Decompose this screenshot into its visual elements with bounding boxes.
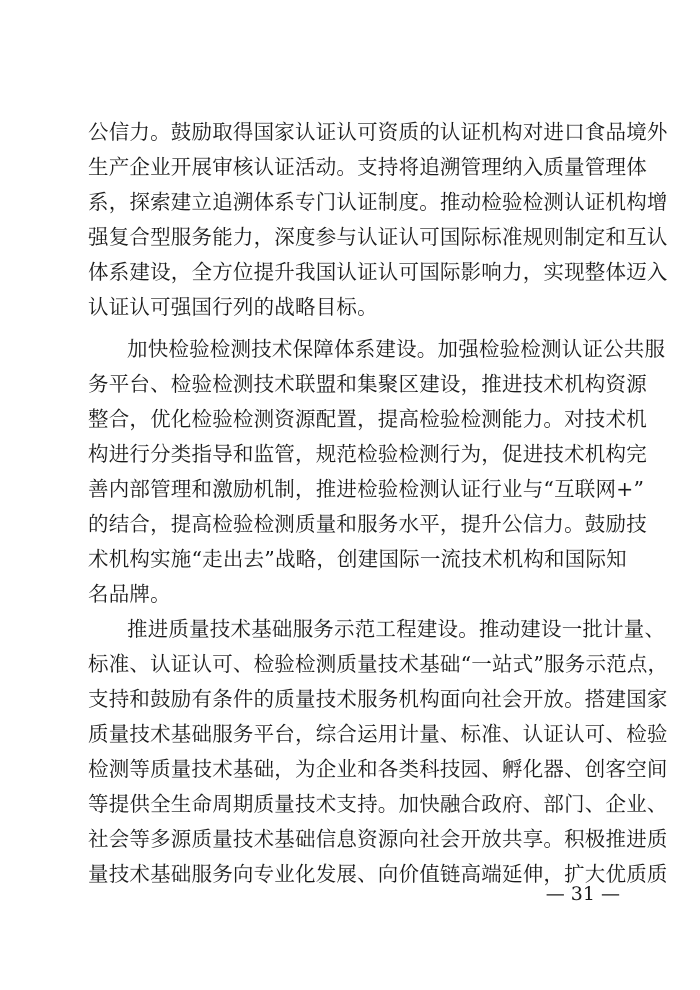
- page-number: — 31 —: [545, 883, 620, 905]
- text-line: 公信力。鼓励取得国家认证认可资质的认证机构对进口食品境外: [88, 120, 668, 144]
- text-line: 生产企业开展审核认证活动。支持将追溯管理纳入质量管理体: [88, 155, 647, 179]
- text-line: 术机构实施“走出去”战略，创建国际一流技术机构和国际知: [88, 547, 627, 571]
- text-line: 的结合，提高检验检测质量和服务水平，提升公信力。鼓励技: [88, 512, 647, 536]
- paragraph-first-line: 推进质量技术基础服务示范工程建设。推动建设一批计量、: [127, 617, 666, 641]
- text-line: 认证认可强国行列的战略目标。: [88, 295, 378, 319]
- text-line: 系，探索建立追溯体系专门认证制度。推动检验检测认证机构增: [88, 190, 668, 214]
- text-line: 质量技术基础服务平台，综合运用计量、标准、认证认可、检验: [88, 722, 668, 746]
- text-line: 社会等多源质量技术基础信息资源向社会开放共享。积极推进质: [88, 827, 668, 851]
- text-line: 强复合型服务能力，深度参与认证认可国际标准规则制定和互认: [88, 225, 668, 249]
- text-line: 务平台、检验检测技术联盟和集聚区建设，推进技术机构资源: [88, 372, 647, 396]
- text-line: 支持和鼓励有条件的质量技术服务机构面向社会开放。搭建国家: [88, 687, 668, 711]
- text-line: 检测等质量技术基础，为企业和各类科技园、孵化器、创客空间: [88, 757, 668, 781]
- text-line: 量技术基础服务向专业化发展、向价值链高端延伸，扩大优质质: [88, 862, 668, 886]
- text-line: 等提供全生命周期质量技术支持。加快融合政府、部门、企业、: [88, 792, 668, 816]
- text-line: 标准、认证认可、检验检测质量技术基础“一站式”服务示范点，: [88, 652, 669, 676]
- text-line: 善内部管理和激励机制，推进检验检测认证行业与“互联网+”: [88, 477, 645, 501]
- text-line: 整合，优化检验检测资源配置，提高检验检测能力。对技术机: [88, 407, 647, 431]
- text-line: 构进行分类指导和监管，规范检验检测行为，促进技术机构完: [88, 442, 647, 466]
- paragraph-first-line: 加快检验检测技术保障体系建设。加强检验检测认证公共服: [127, 337, 666, 361]
- text-line: 名品牌。: [88, 582, 171, 606]
- text-line: 体系建设，全方位提升我国认证认可国际影响力，实现整体迈入: [88, 260, 668, 284]
